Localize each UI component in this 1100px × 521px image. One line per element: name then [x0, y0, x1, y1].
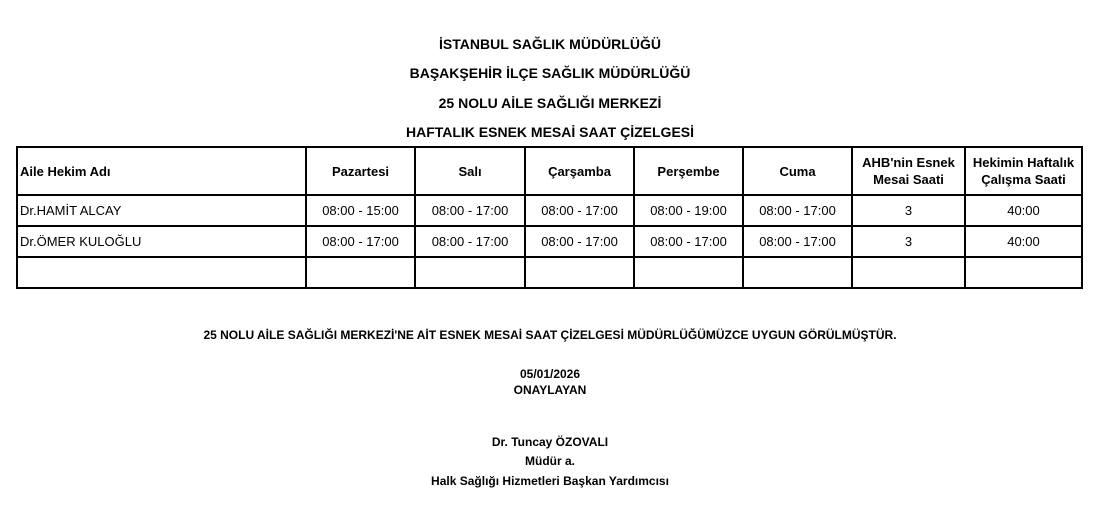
ahb-flex-hours-cell: 3 [852, 195, 965, 226]
empty-cell [525, 257, 634, 288]
monday-hours-cell: 08:00 - 17:00 [306, 226, 415, 257]
tuesday-hours-cell: 08:00 - 17:00 [415, 195, 525, 226]
weekly-hours-cell: 40:00 [965, 195, 1082, 226]
approval-date: 05/01/2026 [519, 367, 581, 381]
column-header-tuesday: Salı [415, 147, 525, 195]
thursday-hours-cell: 08:00 - 17:00 [634, 226, 743, 257]
column-header-thursday: Perşembe [634, 147, 743, 195]
table-row [17, 226, 1082, 257]
table-row [17, 195, 1082, 226]
column-header-name: Aile Hekim Adı [17, 147, 306, 195]
schedule-table [16, 146, 1083, 289]
empty-cell [415, 257, 525, 288]
column-header-ahb-flex-hours [852, 147, 965, 195]
ahb-flex-hours-cell: 3 [852, 226, 965, 257]
column-header-monday: Pazartesi [306, 147, 415, 195]
header-line-1: İSTANBUL SAĞLIK MÜDÜRLÜĞÜ [439, 36, 661, 52]
header-line-3: 25 NOLU AİLE SAĞLIĞI MERKEZİ [438, 95, 662, 111]
header-line-2: BAŞAKŞEHİR İLÇE SAĞLIK MÜDÜRLÜĞÜ [409, 65, 691, 81]
column-header-wednesday: Çarşamba [525, 147, 634, 195]
weekly-hours-cell: 40:00 [965, 226, 1082, 257]
friday-hours-cell: 08:00 - 17:00 [743, 226, 852, 257]
approver-label: ONAYLAYAN [513, 383, 587, 397]
wednesday-hours-cell: 08:00 - 17:00 [525, 195, 634, 226]
column-header-friday: Cuma [743, 147, 852, 195]
column-header-weekly-line1: Hekimin Haftalık [972, 155, 1075, 170]
approval-statement: 25 NOLU AİLE SAĞLIĞI MERKEZİ'NE AİT ESNEK MESAİ SAAT ÇİZELGESİ MÜDÜRLÜĞÜMÜZCE UYGUN GÖRÜLMÜŞTÜR. [203, 328, 897, 342]
column-header-weekly-hours [965, 147, 1082, 195]
document-title: HAFTALIK ESNEK MESAİ SAAT ÇİZELGESİ [405, 124, 695, 140]
signatory-role: Halk Sağlığı Hizmetleri Başkan Yardımcısı [431, 474, 669, 488]
empty-cell [852, 257, 965, 288]
empty-cell [743, 257, 852, 288]
empty-cell [634, 257, 743, 288]
wednesday-hours-cell: 08:00 - 17:00 [525, 226, 634, 257]
empty-cell [17, 257, 306, 288]
signatory-title: Müdür a. [525, 454, 575, 468]
doctor-name-cell: Dr.ÖMER KULOĞLU [17, 226, 306, 257]
tuesday-hours-cell: 08:00 - 17:00 [415, 226, 525, 257]
column-header-ahb-line1: AHB'nin Esnek [862, 155, 955, 170]
column-header-weekly-line2: Çalışma Saati [981, 172, 1066, 187]
doctor-name-cell: Dr.HAMİT ALCAY [17, 195, 306, 226]
empty-cell [306, 257, 415, 288]
table-header-row [17, 147, 1082, 195]
column-header-ahb-line2: Mesai Saati [873, 172, 944, 187]
signatory-name: Dr. Tuncay ÖZOVALI [491, 435, 609, 449]
empty-cell [965, 257, 1082, 288]
thursday-hours-cell: 08:00 - 19:00 [634, 195, 743, 226]
friday-hours-cell: 08:00 - 17:00 [743, 195, 852, 226]
table-row-empty [17, 257, 1082, 288]
monday-hours-cell: 08:00 - 15:00 [306, 195, 415, 226]
